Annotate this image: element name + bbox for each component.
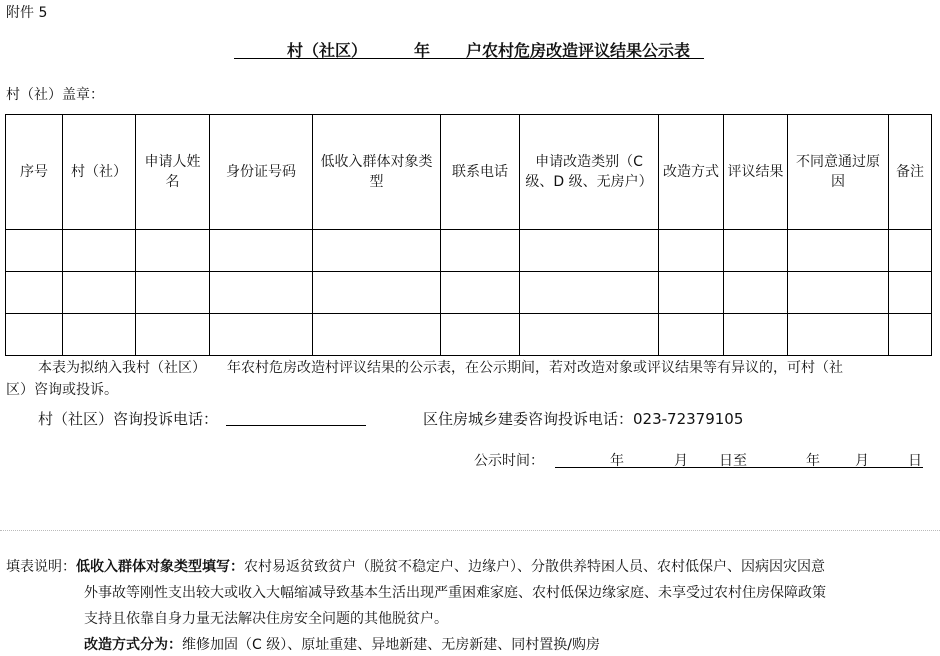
publicity-month-1: 月 — [674, 453, 688, 469]
publicity-time-label: 公示时间： — [474, 453, 544, 469]
table-cell[interactable] — [788, 314, 889, 356]
village-contact-label: 村（社区）咨询投诉电话： — [38, 410, 219, 428]
table-cell[interactable] — [724, 314, 788, 356]
title-part-year: 年 — [414, 41, 431, 60]
header-rejection-reason: 不同意通过原因 — [788, 115, 889, 230]
table-row — [6, 272, 932, 314]
header-renovation-method: 改造方式 — [659, 115, 724, 230]
page-title: 户农村危房改造评议结果公示表 — [466, 41, 691, 60]
table-cell[interactable] — [889, 230, 932, 272]
table-cell[interactable] — [313, 272, 441, 314]
header-remarks: 备注 — [889, 115, 932, 230]
table-cell[interactable] — [313, 230, 441, 272]
publicity-year-2: 年 — [806, 453, 820, 469]
publicity-table — [5, 114, 932, 356]
table-cell[interactable] — [6, 230, 63, 272]
table-cell[interactable] — [788, 230, 889, 272]
table-body — [6, 230, 932, 356]
table-cell[interactable] — [210, 314, 313, 356]
method-text: 维修加固（C 级）、原址重建、异地新建、无房新建、同村置换/购房 — [182, 637, 600, 653]
notice-line-1: 本表为拟纳入我村（社区） 年农村危房改造村评议结果的公示表，在公示期间，若对改造对象或评议结果等有异议的，可村（社 — [38, 360, 843, 376]
table-cell[interactable] — [136, 230, 210, 272]
table-cell[interactable] — [441, 230, 520, 272]
table-header-row — [6, 115, 932, 230]
table-cell[interactable] — [136, 272, 210, 314]
table-cell[interactable] — [6, 314, 63, 356]
publicity-day-to: 日至 — [719, 453, 747, 469]
table-cell[interactable] — [889, 272, 932, 314]
type-heading: 低收入群体对象类型填写： — [76, 559, 244, 575]
method-heading: 改造方式分为： — [84, 637, 182, 653]
publicity-month-2: 月 — [855, 453, 869, 469]
seal-label: 村（社）盖章： — [6, 87, 104, 103]
table-cell[interactable] — [63, 230, 136, 272]
table-cell[interactable] — [520, 272, 659, 314]
table-cell[interactable] — [889, 314, 932, 356]
table-cell[interactable] — [659, 272, 724, 314]
header-village: 村（社） — [63, 115, 136, 230]
table-row — [6, 314, 932, 356]
notice-line-2: 区）咨询或投诉。 — [6, 382, 118, 398]
table-cell[interactable] — [659, 230, 724, 272]
publicity-day-2: 日 — [908, 453, 922, 469]
header-low-income-type: 低收入群体对象类型 — [313, 115, 441, 230]
header-review-result: 评议结果 — [724, 115, 788, 230]
village-phone-blank[interactable] — [226, 425, 366, 426]
table-cell[interactable] — [210, 272, 313, 314]
instructions-line-1 — [6, 556, 825, 576]
header-seq: 序号 — [6, 115, 63, 230]
table-cell[interactable] — [441, 272, 520, 314]
table-cell[interactable] — [520, 230, 659, 272]
table-cell[interactable] — [210, 230, 313, 272]
title-part-village: 村（社区） — [287, 41, 368, 60]
instructions-prefix: 填表说明： — [6, 559, 76, 575]
table-row — [6, 230, 932, 272]
table-cell[interactable] — [136, 314, 210, 356]
table-cell[interactable] — [63, 272, 136, 314]
table-cell[interactable] — [724, 272, 788, 314]
table-cell[interactable] — [313, 314, 441, 356]
header-renovation-category: 申请改造类别（C 级、D 级、无房户） — [520, 115, 659, 230]
page-break-divider — [0, 530, 940, 531]
method-line — [84, 634, 600, 654]
table-cell[interactable] — [520, 314, 659, 356]
district-contact: 区住房城乡建委咨询投诉电话：023-72379105 — [423, 410, 744, 428]
header-phone: 联系电话 — [441, 115, 520, 230]
type-line-3: 支持且依靠自身力量无法解决住房安全问题的其他脱贫户。 — [84, 611, 448, 627]
type-line-2: 外事故等刚性支出较大或收入大幅缩减导致基本生活出现严重困难家庭、农村低保边缘家庭、未享受过农村住房保障政策 — [84, 585, 826, 601]
attachment-label: 附件 5 — [6, 5, 48, 21]
table-cell[interactable] — [6, 272, 63, 314]
table-cell[interactable] — [724, 230, 788, 272]
table-cell[interactable] — [441, 314, 520, 356]
table-cell[interactable] — [659, 314, 724, 356]
header-id-number: 身份证号码 — [210, 115, 313, 230]
table-cell[interactable] — [788, 272, 889, 314]
publicity-year-1: 年 — [610, 453, 624, 469]
table-cell[interactable] — [63, 314, 136, 356]
header-applicant-name: 申请人姓名 — [136, 115, 210, 230]
type-line-1: 农村易返贫致贫户（脱贫不稳定户、边缘户）、分散供养特困人员、农村低保户、因病因灾因意 — [244, 559, 825, 575]
